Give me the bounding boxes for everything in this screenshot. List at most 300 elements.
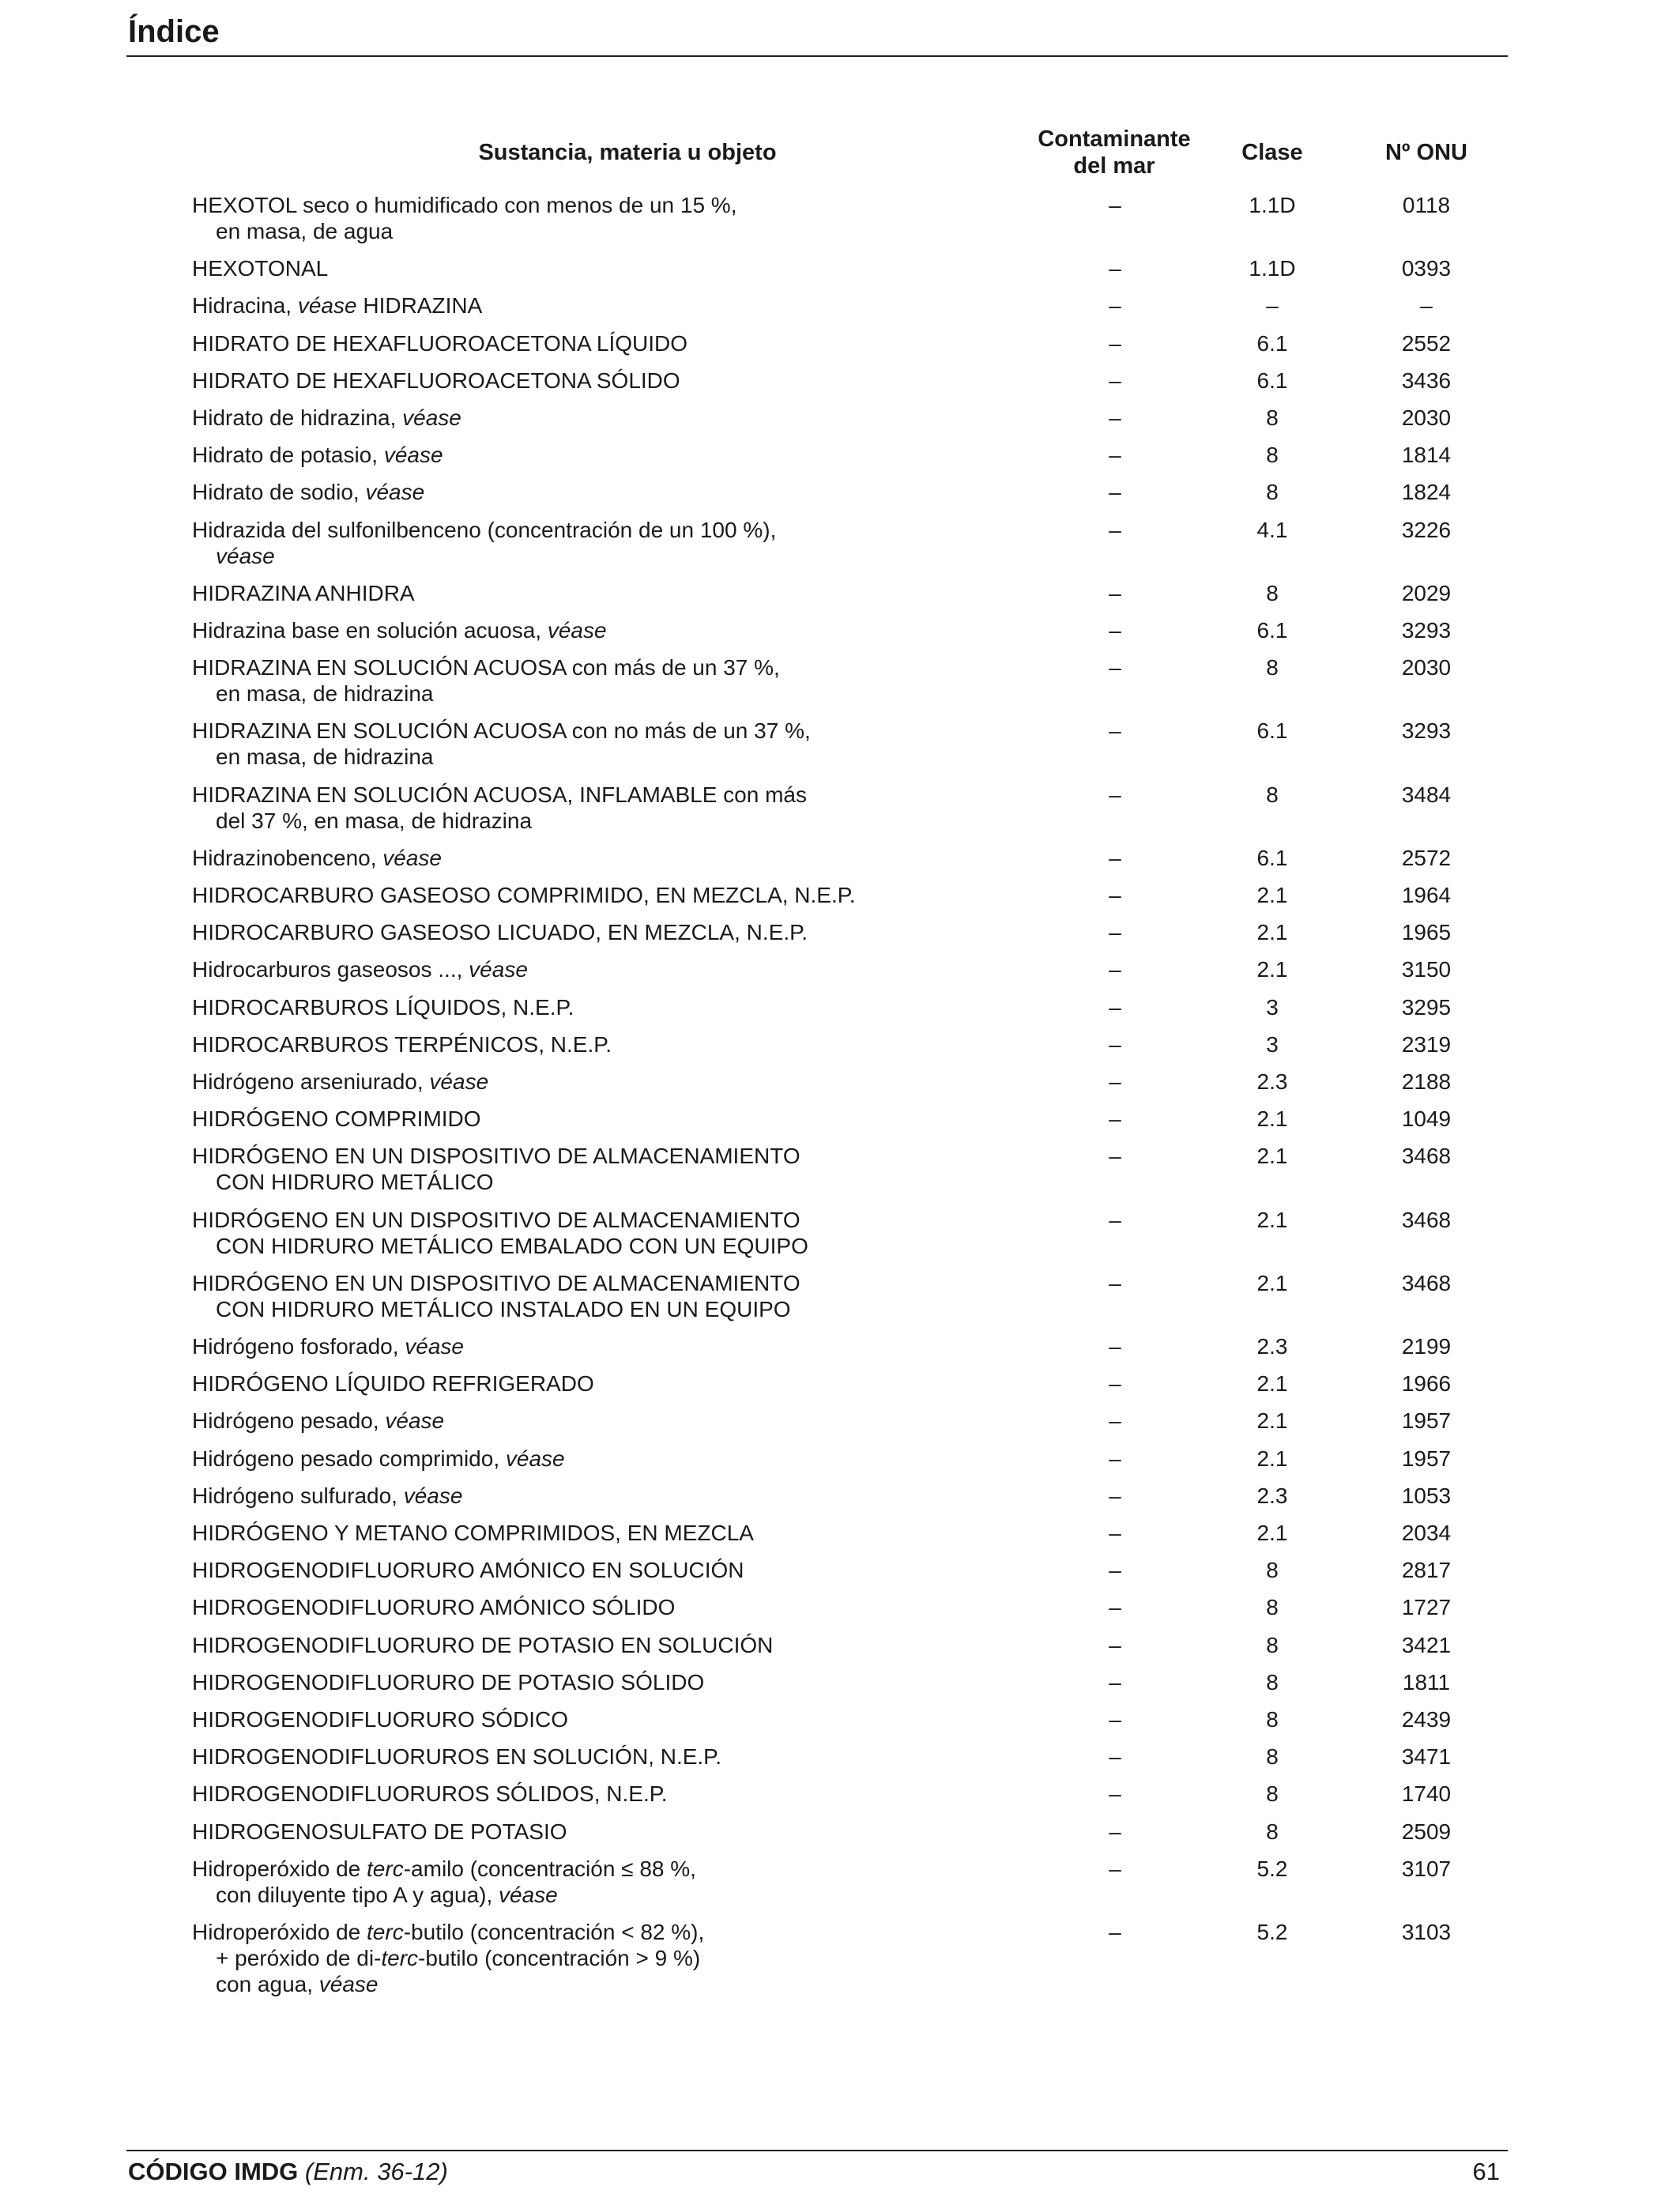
substance-line xyxy=(192,1781,1014,1807)
class-cell: 2.1 xyxy=(1256,1144,1288,1169)
substance-text: Hidrógeno pesado comprimido, xyxy=(192,1446,506,1471)
substance-text: HIDROGENODIFLUORURO DE POTASIO SÓLIDO xyxy=(192,1669,705,1695)
column-header-substance: Sustancia, materia u objeto xyxy=(478,140,777,165)
substance-text: HIDRAZINA xyxy=(356,293,483,319)
substance-text: HIDRATO DE HEXAFLUOROACETONA LÍQUIDO xyxy=(192,330,688,356)
substance-line xyxy=(192,1106,1014,1132)
substance-text: HIDROGENODIFLUORUROS EN SOLUCIÓN, N.E.P. xyxy=(192,1744,722,1770)
un-number-cell: 3468 xyxy=(1401,1270,1452,1295)
marine-pollutant-cell: – xyxy=(1109,1632,1121,1657)
substance-italic-text: véase xyxy=(318,1972,379,1996)
substance-line xyxy=(192,617,1014,643)
class-cell: 6.1 xyxy=(1256,718,1288,744)
substance-text: HIDRAZINA EN SOLUCIÓN ACUOSA, INFLAMABLE con más xyxy=(192,782,807,807)
marine-pollutant-cell: – xyxy=(1109,994,1121,1020)
substance-line xyxy=(192,1446,1014,1472)
substance-text: HIDROGENODIFLUORURO AMÓNICO EN SOLUCIÓN xyxy=(192,1558,744,1583)
substance-line xyxy=(192,218,1014,244)
un-number-cell: 0118 xyxy=(1402,193,1451,217)
substance-text: Hidrato de potasio, xyxy=(192,443,384,468)
substance-name xyxy=(192,994,1014,1020)
marine-pollutant-cell: – xyxy=(1109,1144,1121,1169)
substance-italic-text: véase xyxy=(365,480,425,505)
substance-text: Hidrazida del sulfonilbenceno (concentración de un 100 %), xyxy=(192,517,777,542)
marine-pollutant-cell: – xyxy=(1109,1106,1121,1132)
class-cell: 2.3 xyxy=(1256,1069,1288,1094)
substance-name xyxy=(192,1632,1014,1658)
substance-name xyxy=(192,1744,1014,1770)
marine-pollutant-cell: – xyxy=(1109,1856,1121,1881)
substance-text: Hidrógeno sulfurado, xyxy=(192,1483,404,1508)
substance-name xyxy=(192,1143,1014,1195)
substance-text: HIDROGENODIFLUORURO SÓDICO xyxy=(192,1707,569,1732)
substance-italic-text: véase xyxy=(405,1334,464,1359)
marine-pollutant-cell: – xyxy=(1109,368,1121,393)
substance-name xyxy=(192,1483,1014,1509)
substance-italic-text: véase xyxy=(385,1408,445,1434)
marine-pollutant-cell: – xyxy=(1109,1595,1121,1620)
substance-name xyxy=(192,255,1014,281)
substance-italic-text: véase xyxy=(383,443,443,468)
marine-pollutant-cell: – xyxy=(1109,1819,1121,1844)
substance-text: HIDROGENODIFLUORUROS SÓLIDOS, N.E.P. xyxy=(192,1781,668,1807)
substance-line xyxy=(192,1207,1014,1233)
class-cell: 8 xyxy=(1266,1707,1279,1732)
substance-text: del 37 %, en masa, de hidrazina xyxy=(216,808,533,833)
class-cell: 8 xyxy=(1266,1819,1279,1844)
substance-text: HIDRAZINA EN SOLUCIÓN ACUOSA con no más de un 37 %, xyxy=(192,718,811,744)
un-number-cell: 3226 xyxy=(1401,517,1452,542)
un-number-cell: 1811 xyxy=(1402,1669,1451,1695)
footer-rule xyxy=(126,2150,1508,2151)
substance-name xyxy=(192,479,1014,505)
footer-title xyxy=(128,2158,448,2186)
substance-line xyxy=(192,1971,1014,1997)
substance-name xyxy=(192,845,1014,871)
substance-line xyxy=(192,1557,1014,1583)
substance-line xyxy=(192,718,1014,744)
substance-text: HIDRÓGENO EN UN DISPOSITIVO DE ALMACENAMIENTO xyxy=(192,1144,800,1169)
substance-line xyxy=(192,580,1014,606)
substance-line xyxy=(192,1408,1014,1434)
substance-line xyxy=(192,782,1014,808)
substance-italic-text: véase xyxy=(429,1069,489,1094)
class-cell: 2.1 xyxy=(1256,1446,1288,1471)
substance-text: Hidrógeno fosforado, xyxy=(192,1334,405,1359)
marine-pollutant-cell: – xyxy=(1109,1371,1121,1397)
substance-line xyxy=(192,994,1014,1020)
substance-line xyxy=(192,744,1014,770)
un-number-cell: 1049 xyxy=(1401,1106,1452,1132)
substance-text: -butilo (concentración < 82 %), xyxy=(403,1920,705,1944)
un-number-cell: 0393 xyxy=(1401,256,1452,281)
substance-italic-text: véase xyxy=(297,293,357,319)
marine-pollutant-cell: – xyxy=(1109,618,1121,643)
substance-italic-text: terc xyxy=(367,1856,404,1881)
marine-pollutant-cell: – xyxy=(1109,1521,1121,1545)
un-number-cell: 3107 xyxy=(1401,1856,1452,1881)
substance-name xyxy=(192,1270,1014,1322)
marine-pollutant-cell: – xyxy=(1109,293,1121,319)
column-header-marine-pollutant xyxy=(1011,126,1217,179)
class-cell: 8 xyxy=(1266,443,1279,468)
substance-line xyxy=(192,330,1014,356)
substance-line xyxy=(192,919,1014,945)
class-cell: 2.1 xyxy=(1256,1408,1288,1434)
substance-text: HIDROGENODIFLUORURO DE POTASIO EN SOLUCIÓN xyxy=(192,1632,774,1657)
substance-text: Hidrógeno arseniurado, xyxy=(192,1069,430,1094)
substance-line xyxy=(192,1370,1014,1397)
un-number-cell: 3150 xyxy=(1401,957,1452,982)
class-cell: 5.2 xyxy=(1256,1920,1288,1944)
substance-text: con diluyente tipo A y agua), xyxy=(216,1882,499,1907)
un-number-cell: 3103 xyxy=(1401,1920,1452,1944)
un-number-cell: 1957 xyxy=(1401,1408,1452,1434)
substance-name xyxy=(192,1594,1014,1620)
substance-text: HIDRÓGENO EN UN DISPOSITIVO DE ALMACENAMIENTO xyxy=(192,1270,800,1295)
substance-text: Hidrógeno pesado, xyxy=(192,1408,386,1434)
un-number-cell: 1824 xyxy=(1401,480,1452,505)
substance-line xyxy=(192,1945,1014,1971)
page-number: 61 xyxy=(1472,2158,1500,2185)
substance-name xyxy=(192,580,1014,606)
un-number-cell: 3293 xyxy=(1401,618,1452,643)
substance-line xyxy=(192,1882,1014,1908)
substance-name xyxy=(192,292,1014,319)
substance-italic-text: véase xyxy=(402,405,461,430)
substance-line xyxy=(192,1233,1014,1259)
un-number-cell: 1965 xyxy=(1401,920,1452,945)
substance-text: Hidrazinobenceno, xyxy=(192,845,383,870)
un-number-cell: 1740 xyxy=(1401,1781,1452,1807)
substance-text: HIDROCARBURO GASEOSO COMPRIMIDO, EN MEZCLA, N.E.P. xyxy=(192,883,856,907)
marine-pollutant-cell: – xyxy=(1109,920,1121,945)
class-cell: 2.1 xyxy=(1256,883,1288,907)
substance-text: HIDRÓGENO LÍQUIDO REFRIGERADO xyxy=(192,1371,594,1397)
substance-name xyxy=(192,1069,1014,1095)
substance-text: HIDROGENODIFLUORURO AMÓNICO SÓLIDO xyxy=(192,1595,676,1620)
page-title: Índice xyxy=(128,14,220,49)
column-header-un-number: Nº ONU xyxy=(1384,140,1468,165)
class-cell: 2.1 xyxy=(1256,957,1288,982)
substance-name xyxy=(192,1856,1014,1908)
class-cell: 8 xyxy=(1266,580,1279,605)
class-cell: 2.1 xyxy=(1256,920,1288,945)
substance-italic-text: véase xyxy=(547,618,607,643)
marine-pollutant-cell: – xyxy=(1109,957,1121,982)
substance-text: CON HIDRURO METÁLICO INSTALADO EN UN EQUIPO xyxy=(216,1296,791,1321)
substance-text: en masa, de hidrazina xyxy=(216,745,434,770)
un-number-cell: 2509 xyxy=(1401,1819,1452,1844)
substance-name xyxy=(192,882,1014,908)
class-cell: 8 xyxy=(1266,1632,1279,1657)
marine-pollutant-cell: – xyxy=(1109,655,1121,680)
substance-text: en masa, de hidrazina xyxy=(216,681,434,707)
substance-text: HIDRATO DE HEXAFLUOROACETONA SÓLIDO xyxy=(192,368,680,393)
substance-line xyxy=(192,1744,1014,1770)
class-cell: 8 xyxy=(1266,1781,1279,1807)
substance-name xyxy=(192,1669,1014,1695)
substance-name xyxy=(192,1919,1014,1997)
substance-line xyxy=(192,1296,1014,1322)
substance-name xyxy=(192,1557,1014,1583)
substance-line xyxy=(192,1632,1014,1658)
marine-pollutant-cell: – xyxy=(1109,405,1121,430)
substance-line xyxy=(192,1706,1014,1732)
substance-italic-text: véase xyxy=(382,845,442,870)
substance-line xyxy=(192,1520,1014,1546)
substance-text: HIDRÓGENO COMPRIMIDO xyxy=(192,1106,481,1132)
class-cell: 1.1D xyxy=(1249,256,1296,281)
substance-line xyxy=(192,1594,1014,1620)
substance-line xyxy=(192,517,1014,543)
substance-text: Hidrazina base en solución acuosa, xyxy=(192,618,548,643)
substance-text: Hidrocarburos gaseosos ..., xyxy=(192,957,469,982)
marine-pollutant-cell: – xyxy=(1109,1207,1121,1232)
class-cell: 2.1 xyxy=(1256,1521,1288,1545)
class-cell: 6.1 xyxy=(1256,845,1288,870)
class-cell: 8 xyxy=(1266,480,1279,505)
substance-name xyxy=(192,1408,1014,1434)
substance-name xyxy=(192,405,1014,431)
substance-text: HIDRÓGENO Y METANO COMPRIMIDOS, EN MEZCLA xyxy=(192,1521,754,1545)
substance-name xyxy=(192,442,1014,468)
marine-pollutant-cell: – xyxy=(1109,1031,1121,1057)
substance-line xyxy=(192,1819,1014,1845)
substance-line xyxy=(192,368,1014,394)
substance-line xyxy=(192,1031,1014,1057)
un-number-cell: 1053 xyxy=(1401,1483,1452,1508)
substance-text: HIDROGENOSULFATO DE POTASIO xyxy=(192,1819,567,1844)
substance-text: -butilo (concentración > 9 %) xyxy=(418,1946,701,1970)
marine-pollutant-cell: – xyxy=(1109,330,1121,356)
substance-line xyxy=(192,845,1014,871)
substance-name xyxy=(192,956,1014,982)
substance-name xyxy=(192,1333,1014,1359)
substance-line xyxy=(192,1919,1014,1945)
marine-pollutant-cell: – xyxy=(1109,718,1121,744)
substance-italic-text: véase xyxy=(469,957,528,982)
substance-name xyxy=(192,1819,1014,1845)
substance-text: -amilo (concentración ≤ 88 %, xyxy=(403,1856,696,1881)
substance-italic-text: véase xyxy=(505,1446,565,1471)
marine-pollutant-cell: – xyxy=(1109,845,1121,870)
marine-pollutant-cell: – xyxy=(1109,1920,1121,1944)
class-cell: 6.1 xyxy=(1256,368,1288,393)
class-cell: 2.1 xyxy=(1256,1270,1288,1295)
substance-text: HIDRAZINA EN SOLUCIÓN ACUOSA con más de un 37 %, xyxy=(192,655,780,680)
class-cell: 8 xyxy=(1266,1669,1279,1695)
column-header-class: Clase xyxy=(1241,140,1303,165)
substance-name xyxy=(192,654,1014,707)
substance-italic-text: terc xyxy=(367,1920,404,1944)
class-cell: 8 xyxy=(1266,1558,1279,1583)
substance-name xyxy=(192,1706,1014,1732)
un-number-cell: – xyxy=(1420,293,1433,319)
substance-line xyxy=(192,1069,1014,1095)
un-number-cell: 2030 xyxy=(1401,405,1452,430)
marine-pollutant-cell: – xyxy=(1109,517,1121,542)
substance-line xyxy=(192,292,1014,319)
un-number-cell: 3471 xyxy=(1401,1744,1452,1770)
substance-name xyxy=(192,782,1014,834)
substance-name xyxy=(192,1781,1014,1807)
substance-line xyxy=(192,1169,1014,1195)
substance-line xyxy=(192,956,1014,982)
substance-name xyxy=(192,919,1014,945)
class-cell: 5.2 xyxy=(1256,1856,1288,1881)
substance-italic-text: véase xyxy=(499,1882,558,1907)
column-header-marine-pollutant-line2: del mar xyxy=(1073,153,1155,179)
un-number-cell: 2572 xyxy=(1401,845,1452,870)
substance-text: CON HIDRURO METÁLICO EMBALADO CON UN EQUIPO xyxy=(216,1233,808,1258)
substance-line xyxy=(192,808,1014,834)
substance-line xyxy=(192,479,1014,505)
un-number-cell: 2552 xyxy=(1401,330,1452,356)
un-number-cell: 2319 xyxy=(1401,1031,1452,1057)
substance-text: Hidracina, xyxy=(192,293,298,319)
substance-italic-text: véase xyxy=(216,543,275,568)
class-cell: 2.3 xyxy=(1256,1334,1288,1359)
substance-name xyxy=(192,368,1014,394)
column-header-marine-pollutant-line1: Contaminante xyxy=(1038,126,1191,152)
header-rule xyxy=(126,55,1508,57)
un-number-cell: 2199 xyxy=(1401,1334,1452,1359)
substance-name xyxy=(192,1446,1014,1472)
substance-italic-text: terc xyxy=(381,1946,419,1970)
un-number-cell: 3436 xyxy=(1401,368,1452,393)
substance-name xyxy=(192,192,1014,244)
un-number-cell: 3293 xyxy=(1401,718,1452,744)
substance-name xyxy=(192,1520,1014,1546)
un-number-cell: 2439 xyxy=(1401,1707,1452,1732)
marine-pollutant-cell: – xyxy=(1109,1270,1121,1295)
substance-name xyxy=(192,1370,1014,1397)
marine-pollutant-cell: – xyxy=(1109,1446,1121,1471)
marine-pollutant-cell: – xyxy=(1109,256,1121,281)
substance-line xyxy=(192,543,1014,569)
substance-line xyxy=(192,442,1014,468)
substance-line xyxy=(192,1856,1014,1882)
class-cell: 8 xyxy=(1266,782,1279,807)
substance-text: HIDRAZINA ANHIDRA xyxy=(192,580,415,605)
substance-name xyxy=(192,718,1014,770)
substance-name xyxy=(192,1106,1014,1132)
substance-text: Hidrato de sodio, xyxy=(192,480,366,505)
substance-italic-text: véase xyxy=(403,1483,463,1508)
class-cell: 3 xyxy=(1266,994,1279,1020)
marine-pollutant-cell: – xyxy=(1109,1408,1121,1434)
substance-text: HIDROCARBUROS LÍQUIDOS, N.E.P. xyxy=(192,994,574,1020)
substance-text: CON HIDRURO METÁLICO xyxy=(216,1170,494,1195)
footer-amendment: (Enm. 36-12) xyxy=(304,2158,448,2185)
marine-pollutant-cell: – xyxy=(1109,883,1121,907)
class-cell: 2.1 xyxy=(1256,1371,1288,1397)
un-number-cell: 3484 xyxy=(1401,782,1452,807)
marine-pollutant-cell: – xyxy=(1109,580,1121,605)
un-number-cell: 1964 xyxy=(1401,883,1452,907)
substance-text: HIDROCARBURO GASEOSO LICUADO, EN MEZCLA, N.E.P. xyxy=(192,920,808,945)
substance-text: + peróxido de di- xyxy=(216,1946,382,1970)
un-number-cell: 2188 xyxy=(1401,1069,1452,1094)
substance-text: HEXOTONAL xyxy=(192,256,329,281)
class-cell: 6.1 xyxy=(1256,330,1288,356)
un-number-cell: 3468 xyxy=(1401,1144,1452,1169)
substance-line xyxy=(192,1333,1014,1359)
substance-line xyxy=(192,882,1014,908)
class-cell: 1.1D xyxy=(1249,193,1296,217)
marine-pollutant-cell: – xyxy=(1109,1707,1121,1732)
footer-code: CÓDIGO IMDG xyxy=(128,2158,299,2185)
un-number-cell: 1957 xyxy=(1401,1446,1452,1471)
class-cell: 4.1 xyxy=(1256,517,1288,542)
substance-text: con agua, xyxy=(216,1972,319,1996)
substance-text: HIDRÓGENO EN UN DISPOSITIVO DE ALMACENAMIENTO xyxy=(192,1207,800,1232)
un-number-cell: 3468 xyxy=(1401,1207,1452,1232)
marine-pollutant-cell: – xyxy=(1109,1069,1121,1094)
class-cell: 3 xyxy=(1266,1031,1279,1057)
un-number-cell: 1814 xyxy=(1401,443,1452,468)
class-cell: – xyxy=(1266,293,1279,319)
marine-pollutant-cell: – xyxy=(1109,1744,1121,1770)
un-number-cell: 1966 xyxy=(1401,1371,1452,1397)
substance-line xyxy=(192,192,1014,218)
un-number-cell: 2034 xyxy=(1401,1521,1452,1545)
marine-pollutant-cell: – xyxy=(1109,1558,1121,1583)
marine-pollutant-cell: – xyxy=(1109,480,1121,505)
substance-name xyxy=(192,1207,1014,1259)
class-cell: 2.1 xyxy=(1256,1207,1288,1232)
class-cell: 2.1 xyxy=(1256,1106,1288,1132)
substance-line xyxy=(192,1270,1014,1296)
class-cell: 8 xyxy=(1266,405,1279,430)
substance-name xyxy=(192,1031,1014,1057)
class-cell: 8 xyxy=(1266,655,1279,680)
class-cell: 6.1 xyxy=(1256,618,1288,643)
un-number-cell: 1727 xyxy=(1401,1595,1452,1620)
substance-line xyxy=(192,255,1014,281)
un-number-cell: 3421 xyxy=(1401,1632,1452,1657)
substance-text: HEXOTOL seco o humidificado con menos de un 15 %, xyxy=(192,193,737,217)
marine-pollutant-cell: – xyxy=(1109,193,1121,217)
class-cell: 8 xyxy=(1266,1744,1279,1770)
substance-name xyxy=(192,517,1014,569)
marine-pollutant-cell: – xyxy=(1109,1483,1121,1508)
substance-line xyxy=(192,1143,1014,1169)
marine-pollutant-cell: – xyxy=(1109,443,1121,468)
un-number-cell: 2029 xyxy=(1401,580,1452,605)
substance-name xyxy=(192,617,1014,643)
substance-text: Hidroperóxido de xyxy=(192,1920,367,1944)
substance-name xyxy=(192,330,1014,356)
marine-pollutant-cell: – xyxy=(1109,1669,1121,1695)
substance-line xyxy=(192,680,1014,707)
marine-pollutant-cell: – xyxy=(1109,782,1121,807)
un-number-cell: 2030 xyxy=(1401,655,1452,680)
marine-pollutant-cell: – xyxy=(1109,1334,1121,1359)
substance-line xyxy=(192,1483,1014,1509)
class-cell: 8 xyxy=(1266,1595,1279,1620)
un-number-cell: 3295 xyxy=(1401,994,1452,1020)
substance-line xyxy=(192,1669,1014,1695)
substance-line xyxy=(192,654,1014,680)
substance-text: Hidrato de hidrazina, xyxy=(192,405,403,430)
class-cell: 2.3 xyxy=(1256,1483,1288,1508)
substance-text: HIDROCARBUROS TERPÉNICOS, N.E.P. xyxy=(192,1031,612,1057)
un-number-cell: 2817 xyxy=(1401,1558,1452,1583)
substance-line xyxy=(192,405,1014,431)
substance-text: Hidroperóxido de xyxy=(192,1856,367,1881)
